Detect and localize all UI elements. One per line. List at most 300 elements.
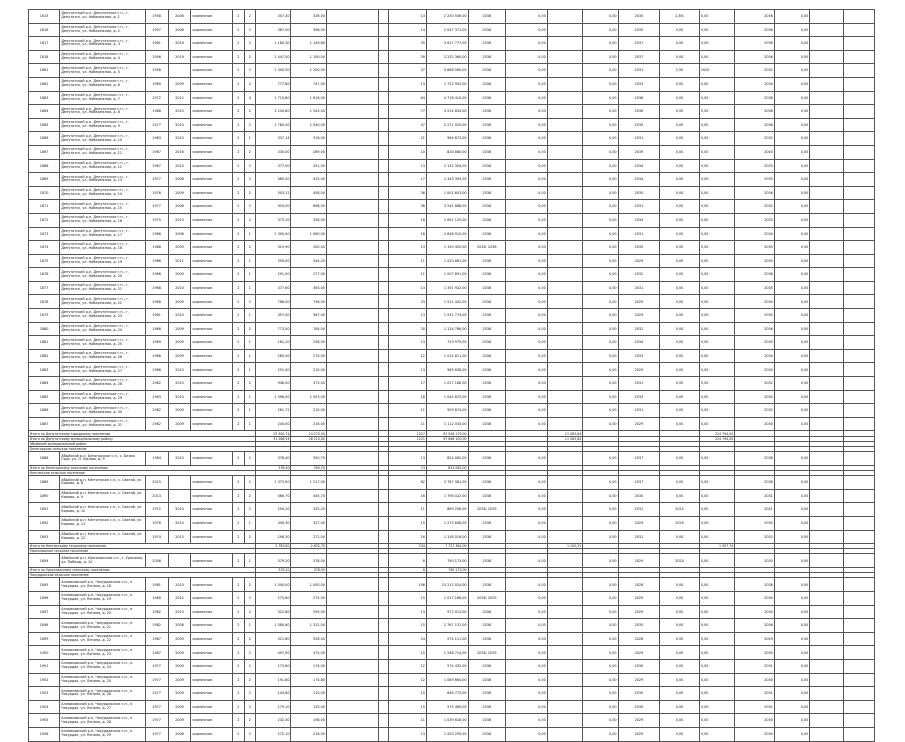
residents-cell: 13: [389, 309, 427, 323]
table-cell: [326, 50, 378, 64]
table-cell: 0,00: [774, 200, 809, 214]
table-cell: [810, 646, 843, 660]
table-cell: [326, 489, 378, 503]
table-cell: 0,00: [774, 554, 809, 568]
table-row: [29, 50, 875, 64]
table-cell: 2030: [735, 554, 775, 568]
table-cell: [810, 554, 843, 568]
table-cell: 0,00: [774, 37, 809, 51]
table-row: [29, 377, 875, 391]
table-cell: 2030: [735, 673, 775, 687]
table-cell: [547, 159, 582, 173]
cost-cell: 723 975,00: [426, 336, 468, 350]
year-built-cell: 1977: [145, 660, 168, 674]
total-area-cell: 511,80: [256, 632, 291, 646]
table-cell: 0,00: [699, 452, 734, 466]
table-cell: 0,00: [774, 186, 809, 200]
address-cell: Абыйский р-н, Кенгинское с.п., с. Сватай, ул. Кирова, д. 8: [60, 476, 145, 490]
table-cell: [378, 503, 388, 517]
cost-cell: 2 250 506,00: [426, 10, 468, 24]
table-cell: 0,00: [699, 241, 734, 255]
table-cell: 0,00: [583, 281, 618, 295]
table-cell: 2033: [735, 159, 775, 173]
residents-cell: 13: [389, 10, 427, 24]
year-renovated-cell: 2009: [168, 77, 191, 91]
table-cell: 0,00: [774, 632, 809, 646]
table-cell: [547, 268, 582, 282]
residents-cell: 35: [389, 37, 427, 51]
table-cell: 0,00: [774, 118, 809, 132]
table-cell: 0,00: [774, 503, 809, 517]
row-number-cell: 1895: [29, 578, 60, 592]
floors-cell: 2: [233, 452, 244, 466]
planned-year-cell: 2038: [468, 377, 506, 391]
table-cell: [810, 578, 843, 592]
wall-material-cell: кирпичные: [191, 619, 233, 633]
year-renovated-cell: [168, 554, 191, 568]
table-cell: [810, 213, 843, 227]
residents-cell: 13: [389, 336, 427, 350]
address-cell: Депутатский р-н, Депутатское г.п., г. Депутатск, ул. Набережная, д. 2: [60, 23, 145, 37]
table-cell: 2030: [735, 646, 775, 660]
cost-cell: 2 047 371,00: [426, 23, 468, 37]
table-cell: 0,00: [660, 241, 700, 255]
table-cell: 0,00: [583, 700, 618, 714]
table-cell: 0,00: [506, 186, 548, 200]
planned-year-cell: 2038: [468, 605, 506, 619]
table-cell: [810, 336, 843, 350]
entrances-cell: 2: [244, 632, 255, 646]
total-area-cell: 251,00: [256, 363, 291, 377]
table-cell: 0,00: [699, 295, 734, 309]
table-cell: [547, 173, 582, 187]
table-cell: 0,00: [699, 173, 734, 187]
wall-material-cell: кирпичные: [191, 714, 233, 728]
table-cell: [378, 213, 388, 227]
planned-year-cell: 2038: [468, 50, 506, 64]
total-area-cell: 377,80: [256, 281, 291, 295]
table-row: [29, 159, 875, 173]
address-cell: Депутатский р-н, Депутатское г.п., г. Депутатск, ул. Набережная, д. 31: [60, 417, 145, 431]
wall-material-cell: кирпичные: [191, 213, 233, 227]
table-cell: [843, 254, 874, 268]
table-cell: 0,00: [583, 503, 618, 517]
table-cell: [378, 200, 388, 214]
table-cell: 0,00: [699, 336, 734, 350]
table-cell: [810, 159, 843, 173]
entrances-cell: 2: [244, 200, 255, 214]
wall-material-cell: кирпичные: [191, 530, 233, 544]
year-built-cell: 1961: [145, 37, 168, 51]
table-cell: [810, 727, 843, 741]
table-cell: 0,00: [660, 105, 700, 119]
subtotal-cost: 67 548 179,00: [426, 431, 468, 436]
table-cell: 2032: [735, 530, 775, 544]
table-cell: [378, 91, 388, 105]
table-cell: 2032: [735, 200, 775, 214]
table-cell: 0,00: [583, 336, 618, 350]
floors-cell: 2: [233, 200, 244, 214]
address-cell: Абыйский р-н, Кенгинское с.п., с. Сватай, ул. Кирова, д. 11: [60, 516, 145, 530]
table-cell: 0,00: [506, 64, 548, 78]
total-area-cell: 357,30: [256, 10, 291, 24]
floors-cell: 2: [233, 23, 244, 37]
table-cell: [843, 200, 874, 214]
table-cell: [843, 186, 874, 200]
wall-material-cell: кирпичные: [191, 227, 233, 241]
table-cell: 0,00: [506, 132, 548, 146]
table-cell: [810, 404, 843, 418]
floors-cell: 2: [233, 727, 244, 741]
entrances-cell: 2: [244, 727, 255, 741]
wall-material-cell: кирпичные: [191, 452, 233, 466]
table-cell: 0,00: [583, 452, 618, 466]
row-number-cell: 1866: [29, 132, 60, 146]
table-cell: [843, 727, 874, 741]
table-cell: [326, 349, 378, 363]
table-cell: [843, 132, 874, 146]
table-cell: 0,00: [774, 687, 809, 701]
table-cell: 2029: [618, 714, 660, 728]
table-cell: 2031: [618, 404, 660, 418]
wall-material-cell: кирпичные: [191, 404, 233, 418]
year-built-cell: 1963: [145, 132, 168, 146]
table-cell: [378, 50, 388, 64]
wall-material-cell: кирпичные: [191, 377, 233, 391]
table-cell: 0,00: [774, 105, 809, 119]
table-cell: 0,00: [506, 452, 548, 466]
planned-year-cell: 2038: [468, 105, 506, 119]
entrances-cell: 2: [244, 700, 255, 714]
year-built-cell: 1977: [145, 700, 168, 714]
floors-cell: 2: [233, 295, 244, 309]
address-cell: Депутатский р-н, Депутатское г.п., г. Депутатск, ул. Набережная, д. 28: [60, 377, 145, 391]
address-cell: Депутатский р-н, Депутатское г.п., г. Депутатск, ул. Набережная, д. 18: [60, 241, 145, 255]
table-cell: [326, 132, 378, 146]
table-cell: 0,00: [583, 309, 618, 323]
table-cell: 0,00: [506, 632, 548, 646]
table-cell: 0,00: [583, 363, 618, 377]
table-cell: 0,00: [506, 660, 548, 674]
table-row: [29, 64, 875, 78]
floors-cell: 2: [233, 673, 244, 687]
year-built-cell: 1968: [145, 241, 168, 255]
year-built-cell: 1968: [145, 363, 168, 377]
total-area-cell: 319,90: [256, 241, 291, 255]
address-cell: Аллаиховский р-н, Чокурдахское с.п., п. Чокурдах, ул. Ленина, д. 25: [60, 673, 145, 687]
cost-cell: 1 044 675,00: [426, 390, 468, 404]
row-number-cell: 1863: [29, 91, 60, 105]
living-area-cell: 275,00: [291, 349, 326, 363]
residents-cell: 15: [389, 516, 427, 530]
table-cell: [810, 281, 843, 295]
table-cell: [843, 687, 874, 701]
entrances-cell: 2: [244, 118, 255, 132]
table-cell: [843, 377, 874, 391]
table-cell: 2030: [618, 660, 660, 674]
row-number-cell: 1897: [29, 605, 60, 619]
wall-material-cell: кирпичные: [191, 322, 233, 336]
total-area-cell: 497,00: [256, 646, 291, 660]
entrances-cell: 1: [244, 363, 255, 377]
year-renovated-cell: 2009: [168, 186, 191, 200]
wall-material-cell: кирпичные: [191, 91, 233, 105]
wall-material-cell: кирпичные: [191, 632, 233, 646]
total-area-cell: 503,12: [256, 186, 291, 200]
table-cell: [547, 281, 582, 295]
table-cell: 2037: [618, 37, 660, 51]
table-cell: 0,00: [506, 295, 548, 309]
table-cell: 0,00: [699, 503, 734, 517]
living-area-cell: 373,00: [291, 377, 326, 391]
table-cell: 0,00: [660, 390, 700, 404]
table-cell: [843, 10, 874, 24]
table-row: [29, 132, 875, 146]
housing-table: [28, 9, 875, 742]
wall-material-cell: кирпичные: [191, 295, 233, 309]
address-cell: Аллаиховский р-н, Чокурдахское с.п., п. Чокурдах, ул. Ленина, д. 20: [60, 605, 145, 619]
table-cell: 0,00: [699, 727, 734, 741]
table-cell: 0,00: [774, 727, 809, 741]
entrances-cell: 2: [244, 64, 255, 78]
table-row: [29, 390, 875, 404]
table-cell: 2030: [735, 417, 775, 431]
planned-year-cell: 2038: [468, 489, 506, 503]
table-cell: [547, 213, 582, 227]
table-cell: 2035: [618, 118, 660, 132]
table-cell: [547, 118, 582, 132]
table-cell: 0,00: [660, 727, 700, 741]
year-renovated-cell: 2006: [168, 173, 191, 187]
floors-cell: 2: [233, 118, 244, 132]
living-area-cell: 1 000,00: [291, 578, 326, 592]
table-cell: [547, 132, 582, 146]
table-cell: [547, 186, 582, 200]
table-cell: [326, 377, 378, 391]
table-cell: [547, 503, 582, 517]
table-cell: [378, 700, 388, 714]
year-built-cell: 1966: [145, 268, 168, 282]
year-renovated-cell: 2012: [168, 592, 191, 606]
table-cell: 2030: [618, 700, 660, 714]
table-cell: 0,00: [699, 578, 734, 592]
address-cell: Депутатский р-н, Депутатское г.п., г. Депутатск, ул. Набережная, д. 10: [60, 132, 145, 146]
living-area-cell: 350,70: [291, 452, 326, 466]
table-cell: 2020: [660, 554, 700, 568]
planned-year-cell: 2038: [468, 10, 506, 24]
table-cell: 0,00: [699, 105, 734, 119]
residents-cell: 14: [389, 23, 427, 37]
table-cell: [326, 476, 378, 490]
entrances-cell: 2: [244, 489, 255, 503]
table-row: [29, 363, 875, 377]
table-cell: 0,00: [699, 37, 734, 51]
cost-cell: 869 206,00: [426, 503, 468, 517]
table-cell: 0,00: [506, 673, 548, 687]
table-cell: [326, 23, 378, 37]
cost-cell: 1 039 618,00: [426, 714, 468, 728]
table-cell: [810, 23, 843, 37]
cost-cell: 2 648 910,00: [426, 227, 468, 241]
subtotal-living-area: 2 632,70: [291, 544, 326, 549]
table-cell: [843, 336, 874, 350]
table-cell: [547, 660, 582, 674]
subtotal-label: Итого по Белогорскому сельскому поселению: [29, 465, 256, 470]
table-cell: [810, 592, 843, 606]
entrances-cell: 2: [244, 530, 255, 544]
table-cell: 2030: [735, 254, 775, 268]
floors-cell: 2: [233, 554, 244, 568]
entrances-cell: 2: [244, 503, 255, 517]
subtotal-label: Итого по Урасалахскому сельскому поселению: [29, 568, 256, 573]
table-cell: 0,00: [699, 50, 734, 64]
cost-cell: 824 062,00: [426, 452, 468, 466]
year-renovated-cell: [168, 64, 191, 78]
planned-year-cell: 2038: [468, 714, 506, 728]
cost-cell: 1 001 803,00: [426, 186, 468, 200]
row-number-cell: 1881: [29, 336, 60, 350]
table-cell: 0,00: [506, 10, 548, 24]
total-area-cell: 773,00: [256, 322, 291, 336]
table-cell: [810, 322, 843, 336]
residents-cell: 17: [389, 173, 427, 187]
table-cell: 2032: [735, 132, 775, 146]
address-cell: Аллаиховский р-н, Чокурдахское с.п., п. Чокурдах, ул. Ленина, д. 22: [60, 632, 145, 646]
cost-cell: 2 131 354,00: [426, 159, 468, 173]
table-cell: 0,00: [699, 404, 734, 418]
table-cell: 0,00: [774, 145, 809, 159]
year-built-cell: 1968: [145, 105, 168, 119]
row-number-cell: 1815: [29, 10, 60, 24]
table-cell: 0,00: [774, 213, 809, 227]
entrances-cell: 2: [244, 605, 255, 619]
table-row: [29, 268, 875, 282]
table-cell: [326, 404, 378, 418]
total-area-cell: 480,00: [256, 173, 291, 187]
table-cell: [326, 673, 378, 687]
living-area-cell: 218,00: [291, 727, 326, 741]
row-number-cell: 1899: [29, 632, 60, 646]
living-area-cell: 289,00: [291, 145, 326, 159]
table-cell: [547, 530, 582, 544]
entrances-cell: 2: [244, 241, 255, 255]
floors-cell: 2: [233, 503, 244, 517]
residents-cell: 12: [389, 349, 427, 363]
table-row: [29, 417, 875, 431]
table-cell: [810, 227, 843, 241]
table-cell: 0,00: [506, 336, 548, 350]
entrances-cell: 1: [244, 390, 255, 404]
floors-cell: 2: [233, 105, 244, 119]
wall-material-cell: кирпичные: [191, 10, 233, 24]
table-row: [29, 200, 875, 214]
table-cell: [378, 227, 388, 241]
total-area-cell: 1 780,00: [256, 118, 291, 132]
floors-cell: 2: [233, 91, 244, 105]
table-cell: [378, 660, 388, 674]
table-cell: 0,00: [699, 554, 734, 568]
table-cell: 2036: [735, 10, 775, 24]
table-cell: 2034: [735, 390, 775, 404]
table-cell: 0,00: [506, 322, 548, 336]
table-cell: [810, 476, 843, 490]
floors-cell: 2: [233, 336, 244, 350]
table-cell: 2034: [618, 159, 660, 173]
table-cell: 0,00: [583, 200, 618, 214]
year-built-cell: 1977: [145, 173, 168, 187]
table-cell: 0,00: [660, 186, 700, 200]
table-cell: 0,00: [774, 173, 809, 187]
table-cell: 0,00: [506, 377, 548, 391]
table-row: [29, 23, 875, 37]
floors-cell: 2: [233, 309, 244, 323]
table-cell: 2031: [618, 503, 660, 517]
entrances-cell: 2: [244, 476, 255, 490]
table-cell: [326, 503, 378, 517]
cost-cell: 1 798 022,00: [426, 489, 468, 503]
cost-cell: 1 531 774,00: [426, 309, 468, 323]
table-cell: 0,00: [660, 173, 700, 187]
year-built-cell: 1968: [145, 227, 168, 241]
address-cell: Депутатский р-н, Депутатское г.п., г. Депутатск, ул. Набережная, д. 24: [60, 322, 145, 336]
table-cell: 0,00: [699, 159, 734, 173]
year-renovated-cell: 2009: [168, 295, 191, 309]
planned-year-cell: 2038: [468, 145, 506, 159]
table-cell: [378, 646, 388, 660]
floors-cell: 2: [233, 363, 244, 377]
planned-year-cell: 2038: [468, 554, 506, 568]
planned-year-cell: 2038: [468, 349, 506, 363]
entrances-cell: 2: [244, 295, 255, 309]
residents-cell: 13: [389, 363, 427, 377]
table-cell: 0,00: [506, 118, 548, 132]
planned-year-cell: 2038, 2029: [468, 592, 506, 606]
table-cell: [547, 404, 582, 418]
table-cell: [547, 673, 582, 687]
table-cell: 2031: [735, 489, 775, 503]
wall-material-cell: кирпичные: [191, 145, 233, 159]
table-cell: [547, 241, 582, 255]
year-renovated-cell: 2009: [168, 646, 191, 660]
table-cell: [547, 309, 582, 323]
living-area-cell: 1 543,00: [291, 105, 326, 119]
floors-cell: 2: [233, 619, 244, 633]
table-cell: 2034: [618, 336, 660, 350]
year-built-cell: 1981: [145, 578, 168, 592]
table-cell: 0,00: [583, 213, 618, 227]
table-row: [29, 10, 875, 24]
total-area-cell: 322,80: [256, 605, 291, 619]
table-cell: 2020: [660, 516, 700, 530]
cost-cell: 1 150 405,00: [426, 241, 468, 255]
table-cell: 0,00: [506, 213, 548, 227]
total-area-cell: 244,00: [256, 417, 291, 431]
living-area-cell: 1 217,00: [291, 476, 326, 490]
table-cell: 2033: [618, 349, 660, 363]
planned-year-cell: 2038: [468, 309, 506, 323]
table-cell: [326, 390, 378, 404]
row-number-cell: 1865: [29, 118, 60, 132]
table-cell: [547, 91, 582, 105]
entrances-cell: 2: [244, 592, 255, 606]
entrances-cell: 1: [244, 281, 255, 295]
wall-material-cell: кирпичные: [191, 241, 233, 255]
table-cell: 2036: [735, 268, 775, 282]
table-cell: 0,00: [774, 417, 809, 431]
table-cell: 2029: [618, 554, 660, 568]
subtotal-extra: 11 083,64: [547, 431, 582, 436]
table-cell: [547, 714, 582, 728]
